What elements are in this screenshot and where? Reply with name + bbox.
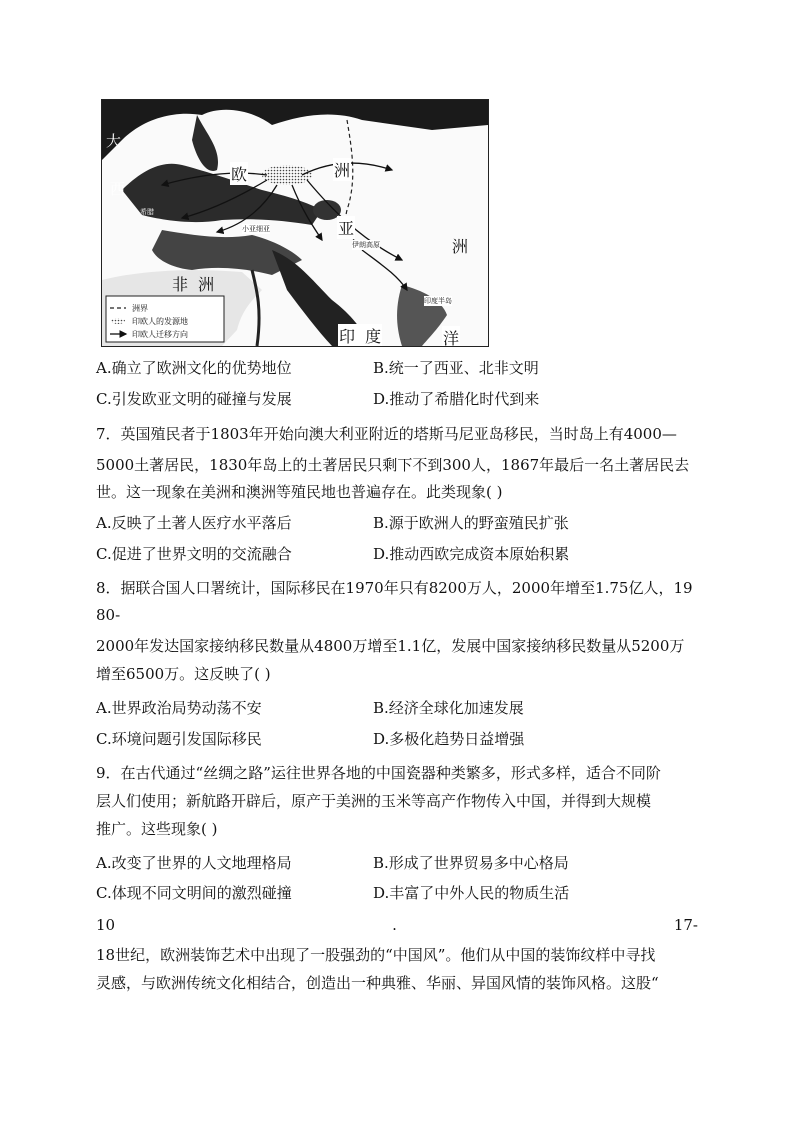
q8-option-c: C.环境问题引发国际移民: [96, 730, 262, 748]
map-label-yang: 洋: [442, 326, 460, 347]
q7-option-d: D.推动西欧完成资本原始积累: [373, 545, 570, 563]
q8-stem-line3: 2000年发达国家接纳移民数量从4800万增至1.1亿，发展中国家接纳移民数量从5200万: [96, 637, 685, 655]
q7-stem-line1: 7．英国殖民者于1803年开始向澳大利亚附近的塔斯马尼亚岛移民，当时岛上有4000—: [96, 425, 677, 443]
q7-option-c: C.促进了世界文明的交流融合: [96, 545, 292, 563]
map-label-india-peninsula: 印度半岛: [424, 297, 452, 305]
q8-option-d: D.多极化趋势日益增强: [373, 730, 525, 748]
q7-option-b: B.源于欧洲人的野蛮殖民扩张: [373, 514, 569, 532]
q6-option-a: A.确立了欧洲文化的优势地位: [96, 359, 292, 377]
legend-boundary: 洲界: [132, 304, 148, 313]
map-label-zhou-ya: 洲: [452, 237, 469, 256]
map-label-iran: 伊朗高原: [352, 241, 380, 249]
q6-option-c: C.引发欧亚文明的碰撞与发展: [96, 390, 292, 408]
q8-option-b: B.经济全球化加速发展: [373, 699, 524, 717]
legend-migration: 印欧人迁移方向: [132, 330, 188, 339]
map-label-xi: 西: [110, 180, 126, 198]
q8-stem-line2: 80-: [96, 606, 121, 624]
q10-stem-line2: 18世纪，欧洲装饰艺术中出现了一股强劲的“中国风”。他们从中国的装饰纹样中寻找: [96, 946, 656, 964]
europe-landmass: [102, 100, 488, 160]
map-label-fei-zhou: 非 洲: [172, 275, 215, 294]
q10-stem-line1: [96, 914, 698, 936]
map-label-da: 大: [106, 132, 122, 150]
q10-stem-line3: 灵感，与欧洲传统文化相结合，创造出一种典雅、华丽、异国风情的装饰风格。这股“: [96, 974, 659, 992]
scandinavia: [192, 115, 218, 171]
q9-option-d: D.丰富了中外人民的物质生活: [373, 884, 570, 902]
map-label-asia-minor: 小亚细亚: [242, 225, 270, 233]
map-label-zhou-ou: 洲: [333, 158, 351, 181]
map-label-xila: 希腊: [140, 208, 154, 216]
q8-option-a: A.世界政治局势动荡不安: [96, 699, 262, 717]
q8-stem-line1: 8．据联合国人口署统计，国际移民在1970年只有8200万人，2000年增至1.75亿人，19: [96, 579, 693, 597]
map-graphic: [102, 100, 488, 346]
q7-stem-line3: 世。这一现象在美洲和澳洲等殖民地也普遍存在。此类现象( ): [96, 483, 503, 501]
q9-stem-line3: 推广。这些现象( ): [96, 820, 218, 838]
q10-number: 10: [96, 916, 116, 934]
map-label-yin-du: 印 度: [338, 324, 382, 347]
migration-map: [101, 99, 489, 347]
q7-stem-line2: 5000土著居民，1830年岛上的土著居民只剩下不到300人，1867年最后一名土著居民去: [96, 456, 690, 474]
q10-dot: .: [392, 916, 397, 934]
map-label-ou: 欧: [230, 162, 248, 185]
q9-stem-line1: 9．在古代通过“丝绸之路”运往世界各地的中国瓷器种类繁多，形式多样，适合不同阶: [96, 764, 661, 782]
q7-option-a: A.反映了土著人医疗水平落后: [96, 514, 292, 532]
q9-option-a: A.改变了世界的人文地理格局: [96, 854, 292, 872]
map-label-ya: 亚: [337, 216, 355, 239]
q9-option-b: B.形成了世界贸易多中心格局: [373, 854, 569, 872]
q9-stem-line2: 层人们使用；新航路开辟后，原产于美洲的玉米等高产作物传入中国，并得到大规模: [96, 792, 652, 810]
q6-option-d: D.推动了希腊化时代到来: [373, 390, 540, 408]
india: [397, 285, 447, 346]
nile: [252, 270, 259, 346]
q10-tail: 17-: [673, 916, 698, 934]
legend-origin: 印欧人的发源地: [132, 317, 188, 326]
q6-option-b: B.统一了西亚、北非文明: [373, 359, 539, 377]
q9-option-c: C.体现不同文明间的激烈碰撞: [96, 884, 292, 902]
q8-stem-line4: 增至6500万。这反映了( ): [96, 665, 271, 683]
